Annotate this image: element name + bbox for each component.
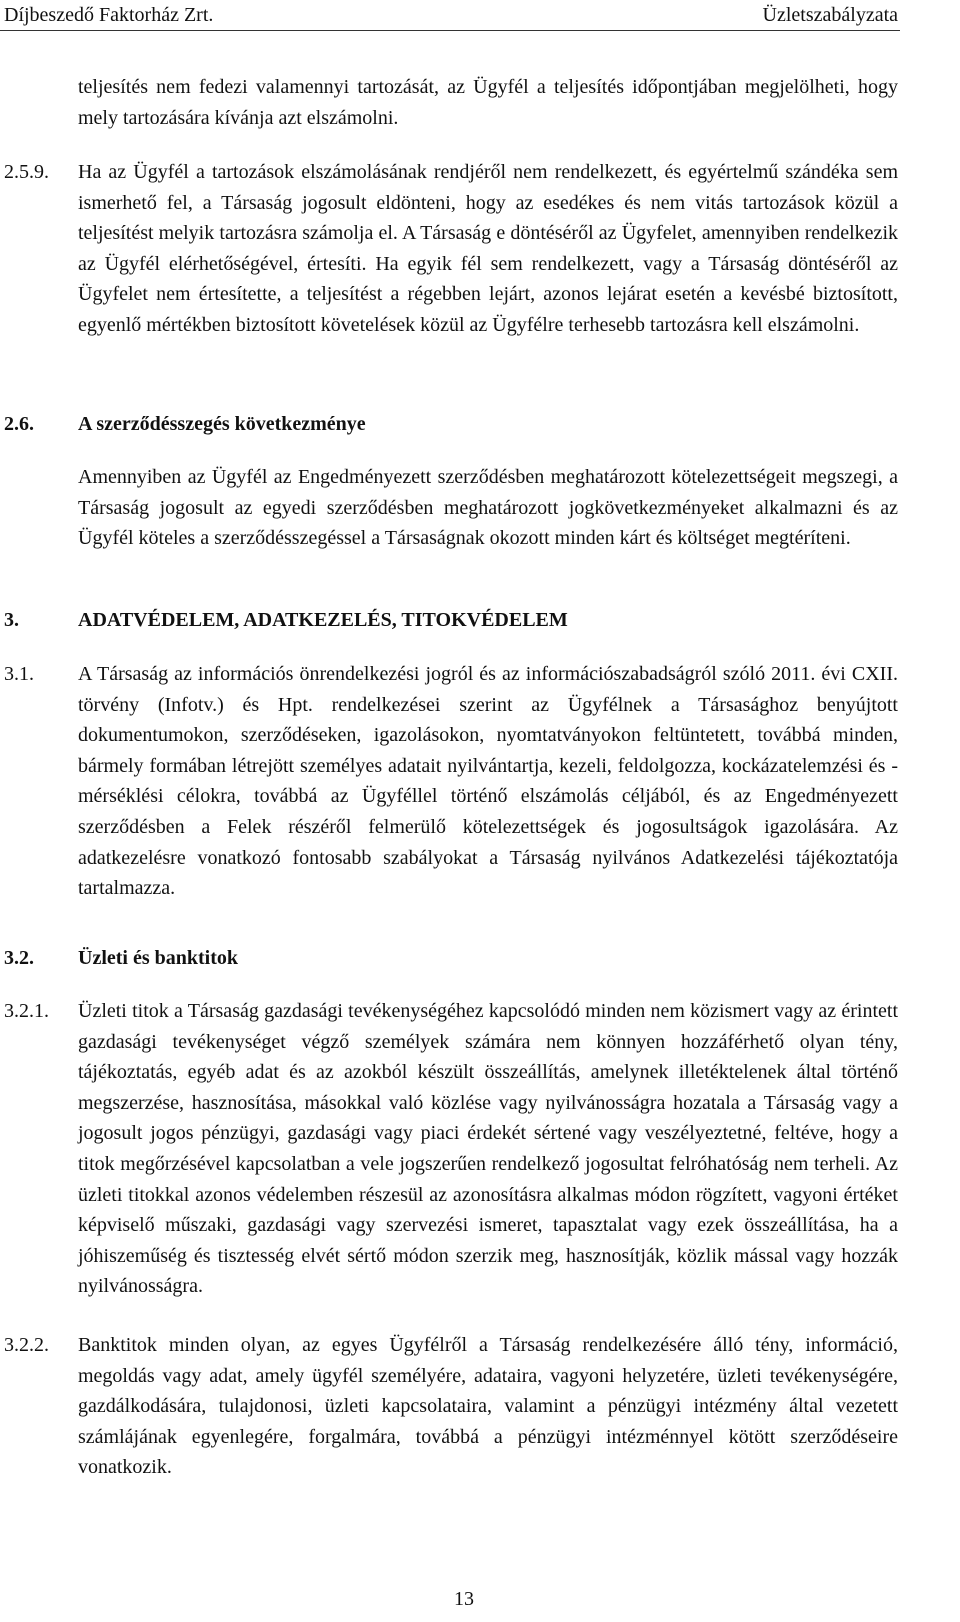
section-number-2-5-9: 2.5.9.	[4, 161, 49, 183]
paragraph-3-2-2: Banktitok minden olyan, az egyes Ügyfélről a Társaság rendelkezésére álló tény, információ, megoldás vagy adat, amely ügyfél személyére, adataira, vagyoni helyzetére, üzleti tevékenységére, gazdálkodására, tulajdonosi, üzleti kapcsolataira, valamint a pénzügyi intézmény által vezetett számlájának egyenlegére, forgalmára, továbbá a pénzügyi intézménnyel kötött szerződéseire vonatkozik.	[78, 1334, 898, 1479]
section-heading-2-6: A szerződésszegés következménye	[78, 413, 366, 435]
section-number-3-2: 3.2.	[4, 947, 34, 969]
section-heading-3-2: Üzleti és banktitok	[78, 947, 238, 969]
paragraph-2-6: Amennyiben az Ügyfél az Engedményezett szerződésben meghatározott kötelezettségeit megszegi, a Társaság jogosult az egyedi szerződésben meghatározott jogkövetkezményeket alkalmazni és az Ügyfél köteles a szerződésszegéssel a Társaságnak okozott minden kárt és költséget megtéríteni.	[78, 466, 898, 550]
header-document-title: Üzletszabályzata	[762, 4, 898, 26]
section-heading-3: ADATVÉDELEM, ADATKEZELÉS, TITOKVÉDELEM	[78, 609, 568, 631]
section-number-3-2-1: 3.2.1.	[4, 1000, 49, 1022]
page-header	[0, 2, 900, 31]
section-number-3: 3.	[4, 609, 19, 631]
paragraph-3-2-1: Üzleti titok a Társaság gazdasági tevékenységéhez kapcsolódó minden nem közismert vagy az érintett gazdasági tevékenységet végző személyek számára nem könnyen hozzáférhető olyan tény, tájékoztatás, egyéb adat és az azokból készült összeállítás, amelynek illetéktelenek által történő megszerzése, hasznosítása, másokkal való közlése vagy nyilvánosságra hozatala a Társaság vagy a jogosult jogos pénzügyi, gazdasági vagy piaci érdekét sértené vagy veszélyeztetné, feltéve, hogy a titok megőrzésével kapcsolatban a vele jogszerűen rendelkező jogosultat felróhatóság nem terheli. Az üzleti titokkal azonos védelemben részesül az azonosításra alkalmas módon rögzített, vagyoni értéket képviselő műszaki, gazdasági vagy szervezési ismeret, tapasztalat vagy ezek összeállítása, ha a jóhiszeműség és tisztesség elvét sértő módon szerzik meg, hasznosítják, közlik mással vagy hozzák nyilvánosságra.	[78, 1000, 898, 1298]
paragraph-2-5-9: Ha az Ügyfél a tartozások elszámolásának rendjéről nem rendelkezett, és egyértelmű szándéka sem ismerhető fel, a Társaság jogosult eldönteni, hogy az esedékes és nem vitás tartozások közül a teljesítést melyik tartozásra számolja el. A Társaság e döntéséről az Ügyfelet, amennyiben rendelkezik az Ügyfél elérhetőségével, értesíti. Ha egyik fél sem rendelkezett, vagy a Társaság döntéséről az Ügyfelet nem értesítette, a teljesítést a régebben lejárt, azonos lejárat esetén a kevésbé biztosított, egyenlő mértékben biztosított követelések közül az Ügyfélre terhesebb tartozásra kell elszámolni.	[78, 161, 898, 336]
paragraph-continuation: teljesítés nem fedezi valamennyi tartozását, az Ügyfél a teljesítés időpontjában megjelölheti, hogy mely tartozására kívánja azt elszámolni.	[78, 76, 898, 129]
section-number-3-2-2: 3.2.2.	[4, 1334, 49, 1356]
section-number-2-6: 2.6.	[4, 413, 34, 435]
header-company-name: Díjbeszedő Faktorház Zrt.	[4, 4, 214, 26]
page-number: 13	[454, 1588, 474, 1610]
paragraph-3-1: A Társaság az információs önrendelkezési jogról és az információszabadságról szóló 2011. évi CXII. törvény (Infotv.) és Hpt. rendelkezései szerint az Ügyfélnek a Társasághoz benyújtott dokumentumokon, szerződéseken, igazolásokon, nyomtatványokon feltüntetett, továbbá minden, bármely formában létrejött személyes adatait nyilvántartja, kezeli, feldolgozza, kockázatelemzési és -mérséklési célokra, továbbá az Ügyféllel történő elszámolás céljából, és az Engedményezett szerződésben a Felek részéről felmerülő kötelezettségek és jogosultságok igazolására. Az adatkezelésre vonatkozó fontosabb szabályokat a Társaság nyilvános Adatkezelési tájékoztatója tartalmazza.	[78, 663, 898, 900]
section-number-3-1: 3.1.	[4, 663, 34, 685]
